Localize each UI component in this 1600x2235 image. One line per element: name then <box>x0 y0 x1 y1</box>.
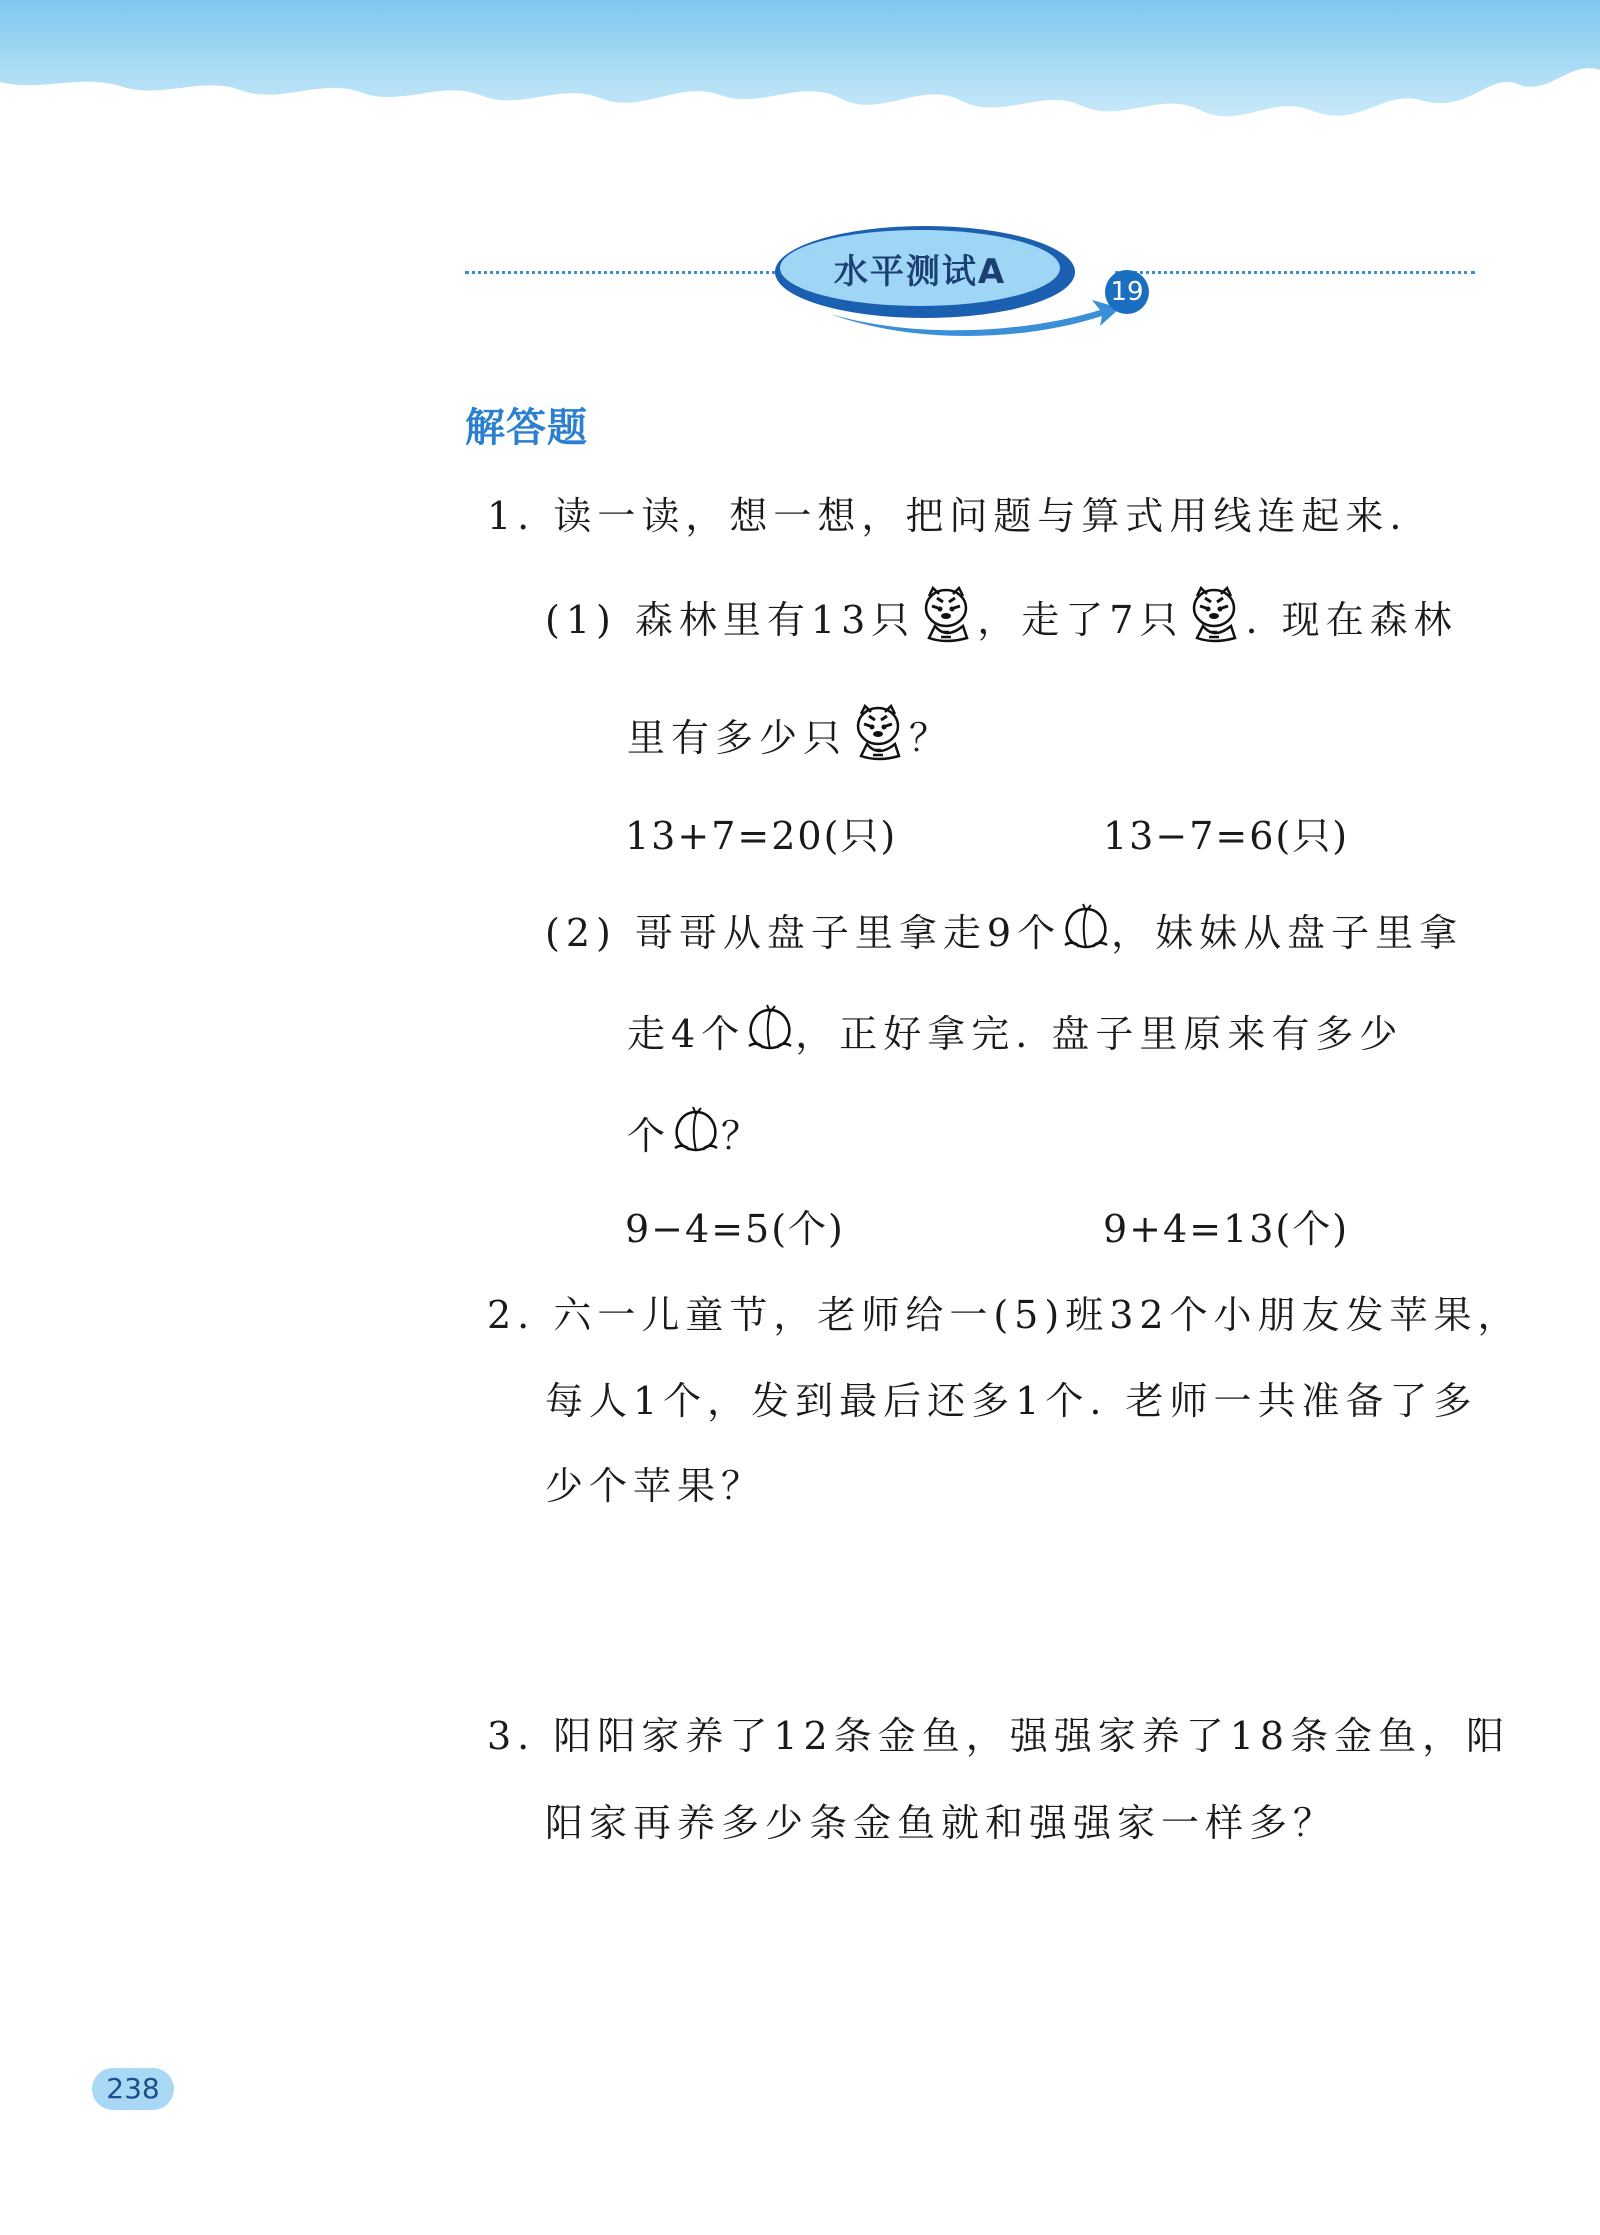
text-segment: ，走了7只 <box>977 598 1184 642</box>
peach-icon <box>1061 901 1111 960</box>
text-segment: 里有多少只 <box>627 716 848 760</box>
text-segment: 六一儿童节，老师给一(5)班32个小朋友发苹果， <box>553 1293 1522 1337</box>
text-segment: ，正好拿完. 盘子里原来有多少 <box>795 1012 1404 1056</box>
text-segment: 阳阳家养了12条金鱼，强强家养了18条金鱼，阳 <box>553 1714 1511 1758</box>
question-3-line-2: 阳家再养多少条金鱼就和强强家一样多？ <box>545 1801 1338 1845</box>
question-number: 2. <box>487 1293 536 1337</box>
page-title: 水平测试A <box>833 252 1007 292</box>
question-number: 1. <box>487 494 536 538</box>
equation-option-c[interactable]: 9−4=5(个) <box>625 1207 845 1251</box>
question-1-part-1-line-1 <box>545 588 1458 659</box>
question-1-part-2-line-1 <box>545 902 1463 966</box>
question-2-line-1 <box>487 1284 1522 1339</box>
peach-icon <box>671 1104 721 1163</box>
text-segment: ？ <box>721 1114 766 1158</box>
title-pill <box>770 222 1170 342</box>
question-1-part-2-line-2 <box>627 1003 1403 1067</box>
equation-option-b[interactable]: 13−7=6(只) <box>1103 814 1350 858</box>
text-segment: 森林里有13只 <box>634 598 916 642</box>
question-text: 读一读，想一想，把问题与算式用线连起来. <box>553 494 1408 538</box>
peach-icon <box>745 1002 795 1061</box>
question-1-prompt <box>487 485 1407 540</box>
question-2-line-3: 少个苹果？ <box>545 1464 766 1508</box>
equation-option-d[interactable]: 9+4=13(个) <box>1103 1207 1350 1251</box>
cloud-banner <box>0 0 1600 200</box>
tiger-icon <box>847 700 909 771</box>
part-label: (1) <box>545 598 617 642</box>
text-segment: 个 <box>627 1114 672 1158</box>
tiger-icon <box>1183 582 1245 653</box>
question-1-part-1-line-2 <box>627 706 953 777</box>
part-label: (2) <box>545 911 617 955</box>
question-1-part-2-line-3 <box>627 1105 765 1169</box>
question-3-line-1 <box>487 1705 1510 1760</box>
header-dotted-line-left <box>465 271 795 274</box>
text-segment: . 现在森林 <box>1245 598 1458 642</box>
page-number: 238 <box>92 2068 174 2110</box>
text-segment: ？ <box>909 716 954 760</box>
question-number: 3. <box>487 1714 536 1758</box>
section-heading: 解答题 <box>465 405 588 451</box>
unit-number-badge: 19 <box>1105 270 1149 314</box>
text-segment: 走4个 <box>627 1012 746 1056</box>
question-2-line-2: 每人1个，发到最后还多1个. 老师一共准备了多 <box>545 1379 1478 1423</box>
text-segment: ，妹妹从盘子里拿 <box>1111 911 1464 955</box>
text-segment: 哥哥从盘子里拿走9个 <box>634 911 1062 955</box>
tiger-icon <box>915 582 977 653</box>
equation-option-a[interactable]: 13+7=20(只) <box>625 814 898 858</box>
